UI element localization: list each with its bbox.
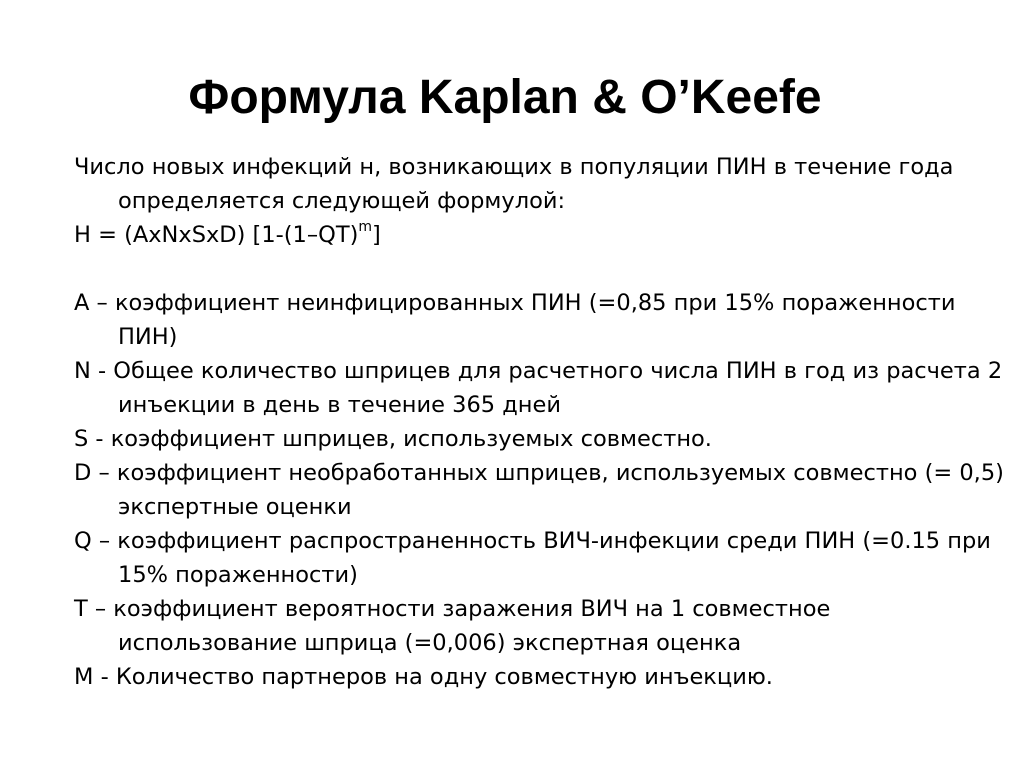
slide-title: Формула Kaplan & O’Keefe xyxy=(188,71,822,124)
definition-q: Q – коэффициент распространенность ВИЧ-инфекции среди ПИН (=0.15 при 15% пораженности) xyxy=(74,528,991,588)
formula-tail: ] xyxy=(372,222,381,248)
definition-t: T – коэффициент вероятности заражения ВИЧ на 1 совместное использование шприца (=0,006) экспертная оценка xyxy=(74,596,831,656)
intro-paragraph: Число новых инфекций н, возникающих в популяции ПИН в течение года определяется следующей формулой: xyxy=(74,154,954,214)
definition-n: N - Общее количество шприцев для расчетного числа ПИН в год из расчета 2 инъекции в день в течение 365 дней xyxy=(74,358,1003,418)
definition-a: A – коэффициент неинфицированных ПИН (=0,85 при 15% пораженности ПИН) xyxy=(74,290,956,350)
definition-s: S - коэффициент шприцев, используемых совместно. xyxy=(74,426,712,452)
slide-body xyxy=(74,150,1004,694)
formula-line xyxy=(74,218,1004,252)
definition-m: M - Количество партнеров на одну совместную инъекцию. xyxy=(74,664,773,690)
formula-main: H = (AxNxSxD) [1-(1–QT) xyxy=(74,222,359,248)
definition-d: D – коэффициент необработанных шприцев, используемых совместно (= 0,5) экспертные оценки xyxy=(74,460,1004,520)
spacer xyxy=(74,252,1004,286)
formula-exponent: m xyxy=(358,218,372,235)
